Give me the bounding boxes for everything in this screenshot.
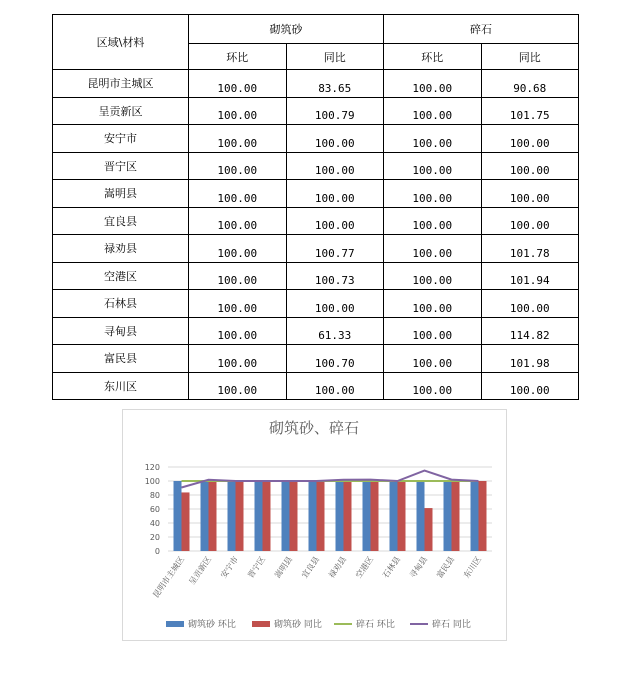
value-cell: 100.00: [481, 125, 579, 153]
table-body: [53, 70, 579, 400]
y-tick-label: 0: [154, 547, 160, 556]
bar: [228, 481, 236, 551]
y-tick-label: 120: [144, 463, 160, 472]
value-cell: 100.00: [189, 207, 287, 235]
bar: [452, 481, 460, 551]
value-cell: 90.68: [481, 70, 579, 98]
value-cell: 100.00: [384, 372, 482, 400]
corner-header: 区域\材料: [53, 15, 189, 70]
region-cell: 禄劝县: [53, 235, 189, 263]
table-row: [53, 180, 579, 208]
value-cell: 100.70: [286, 345, 384, 373]
region-cell: 晋宁区: [53, 152, 189, 180]
region-cell: 嵩明县: [53, 180, 189, 208]
value-cell: 100.00: [384, 97, 482, 125]
table-row: [53, 290, 579, 318]
table-row: [53, 372, 579, 400]
value-cell: 100.00: [286, 207, 384, 235]
x-tick-label: 空港区: [354, 554, 376, 580]
region-cell: 富民县: [53, 345, 189, 373]
bar: [174, 481, 182, 551]
value-cell: 100.00: [384, 70, 482, 98]
value-cell: 100.00: [481, 152, 579, 180]
legend-label: 碎石 环比: [356, 620, 395, 630]
value-cell: 100.00: [481, 372, 579, 400]
table-row: [53, 70, 579, 98]
table-row: [53, 152, 579, 180]
group-header-gravel: 碎石: [384, 15, 579, 44]
y-tick-label: 80: [149, 491, 160, 500]
value-cell: 100.00: [189, 125, 287, 153]
value-cell: 100.00: [189, 372, 287, 400]
value-cell: 100.00: [481, 290, 579, 318]
x-tick-label: 嵩明县: [273, 554, 295, 580]
value-cell: 100.00: [189, 70, 287, 98]
bar: [317, 481, 325, 551]
x-tick-label: 寻甸县: [408, 554, 430, 580]
chart-title: 砌筑砂、碎石: [268, 419, 360, 437]
bar: [344, 480, 352, 551]
table-row: [53, 262, 579, 290]
table-row: [53, 97, 579, 125]
value-cell: 101.78: [481, 235, 579, 263]
legend-swatch: [166, 621, 184, 627]
value-cell: 100.00: [286, 152, 384, 180]
bar: [371, 480, 379, 551]
value-cell: 100.00: [384, 317, 482, 345]
value-cell: 100.00: [384, 207, 482, 235]
x-tick-label: 东川区: [462, 554, 484, 580]
x-tick-label: 昆明市主城区: [151, 554, 187, 600]
region-cell: 石林县: [53, 290, 189, 318]
region-cell: 寻甸县: [53, 317, 189, 345]
legend-label: 砌筑砂 同比: [274, 620, 322, 630]
value-cell: 100.00: [384, 125, 482, 153]
subheader-mom: 环比: [384, 44, 482, 70]
value-cell: 101.94: [481, 262, 579, 290]
value-cell: 100.00: [384, 345, 482, 373]
table-row: [53, 345, 579, 373]
y-tick-label: 20: [149, 533, 160, 542]
value-cell: 100.79: [286, 97, 384, 125]
value-cell: 100.00: [384, 290, 482, 318]
legend-label: 砌筑砂 环比: [188, 620, 236, 630]
value-cell: 100.00: [189, 345, 287, 373]
value-cell: 100.00: [189, 317, 287, 345]
value-cell: 101.98: [481, 345, 579, 373]
bar: [209, 480, 217, 551]
bar: [479, 481, 487, 551]
x-tick-label: 石林县: [381, 554, 403, 580]
value-cell: 114.82: [481, 317, 579, 345]
region-cell: 昆明市主城区: [53, 70, 189, 98]
group-header-sand: 砌筑砂: [189, 15, 384, 44]
y-tick-label: 100: [144, 477, 160, 486]
region-cell: 宜良县: [53, 207, 189, 235]
value-cell: 100.00: [286, 125, 384, 153]
bar: [309, 481, 317, 551]
subheader-yoy: 同比: [481, 44, 579, 70]
value-cell: 100.00: [384, 262, 482, 290]
x-tick-label: 富民县: [435, 554, 457, 580]
value-cell: 100.00: [189, 97, 287, 125]
bar: [282, 481, 290, 551]
bar: [471, 481, 479, 551]
bar: [201, 481, 209, 551]
value-cell: 100.00: [286, 290, 384, 318]
x-tick-label: 晋宁区: [246, 554, 268, 580]
table-row: [53, 235, 579, 263]
bar: [290, 481, 298, 551]
value-cell: 100.00: [286, 180, 384, 208]
combo-chart: [122, 409, 507, 641]
value-cell: 100.00: [384, 235, 482, 263]
bar: [390, 481, 398, 551]
legend-swatch: [252, 621, 270, 627]
value-cell: 100.00: [384, 152, 482, 180]
bar: [398, 481, 406, 551]
table-row: [53, 317, 579, 345]
x-tick-label: 呈贡新区: [187, 554, 214, 587]
region-cell: 呈贡新区: [53, 97, 189, 125]
bar: [255, 481, 263, 551]
bar: [444, 481, 452, 551]
subheader-yoy: 同比: [286, 44, 384, 70]
x-tick-label: 安宁市: [219, 554, 241, 580]
value-cell: 100.00: [189, 180, 287, 208]
value-cell: 100.00: [384, 180, 482, 208]
value-cell: 100.00: [189, 152, 287, 180]
value-cell: 83.65: [286, 70, 384, 98]
y-tick-label: 40: [149, 519, 160, 528]
bar: [236, 481, 244, 551]
bar: [336, 481, 344, 551]
price-index-table: [52, 14, 579, 400]
subheader-mom: 环比: [189, 44, 287, 70]
value-cell: 100.00: [189, 262, 287, 290]
value-cell: 101.75: [481, 97, 579, 125]
value-cell: 100.00: [286, 372, 384, 400]
y-tick-label: 60: [149, 505, 160, 514]
value-cell: 100.73: [286, 262, 384, 290]
bar: [182, 492, 190, 551]
value-cell: 100.00: [481, 207, 579, 235]
value-cell: 100.77: [286, 235, 384, 263]
value-cell: 100.00: [481, 180, 579, 208]
region-cell: 安宁市: [53, 125, 189, 153]
table-row: [53, 207, 579, 235]
bar: [425, 508, 433, 551]
chart-panel: [122, 409, 507, 641]
value-cell: 61.33: [286, 317, 384, 345]
region-cell: 空港区: [53, 262, 189, 290]
x-tick-label: 禄劝县: [327, 554, 349, 580]
x-tick-label: 宜良县: [300, 554, 322, 580]
bar: [263, 481, 271, 551]
bar: [363, 481, 371, 551]
legend-label: 碎石 同比: [432, 620, 471, 630]
region-cell: 东川区: [53, 372, 189, 400]
value-cell: 100.00: [189, 290, 287, 318]
bar: [417, 481, 425, 551]
table-row: [53, 125, 579, 153]
value-cell: 100.00: [189, 235, 287, 263]
